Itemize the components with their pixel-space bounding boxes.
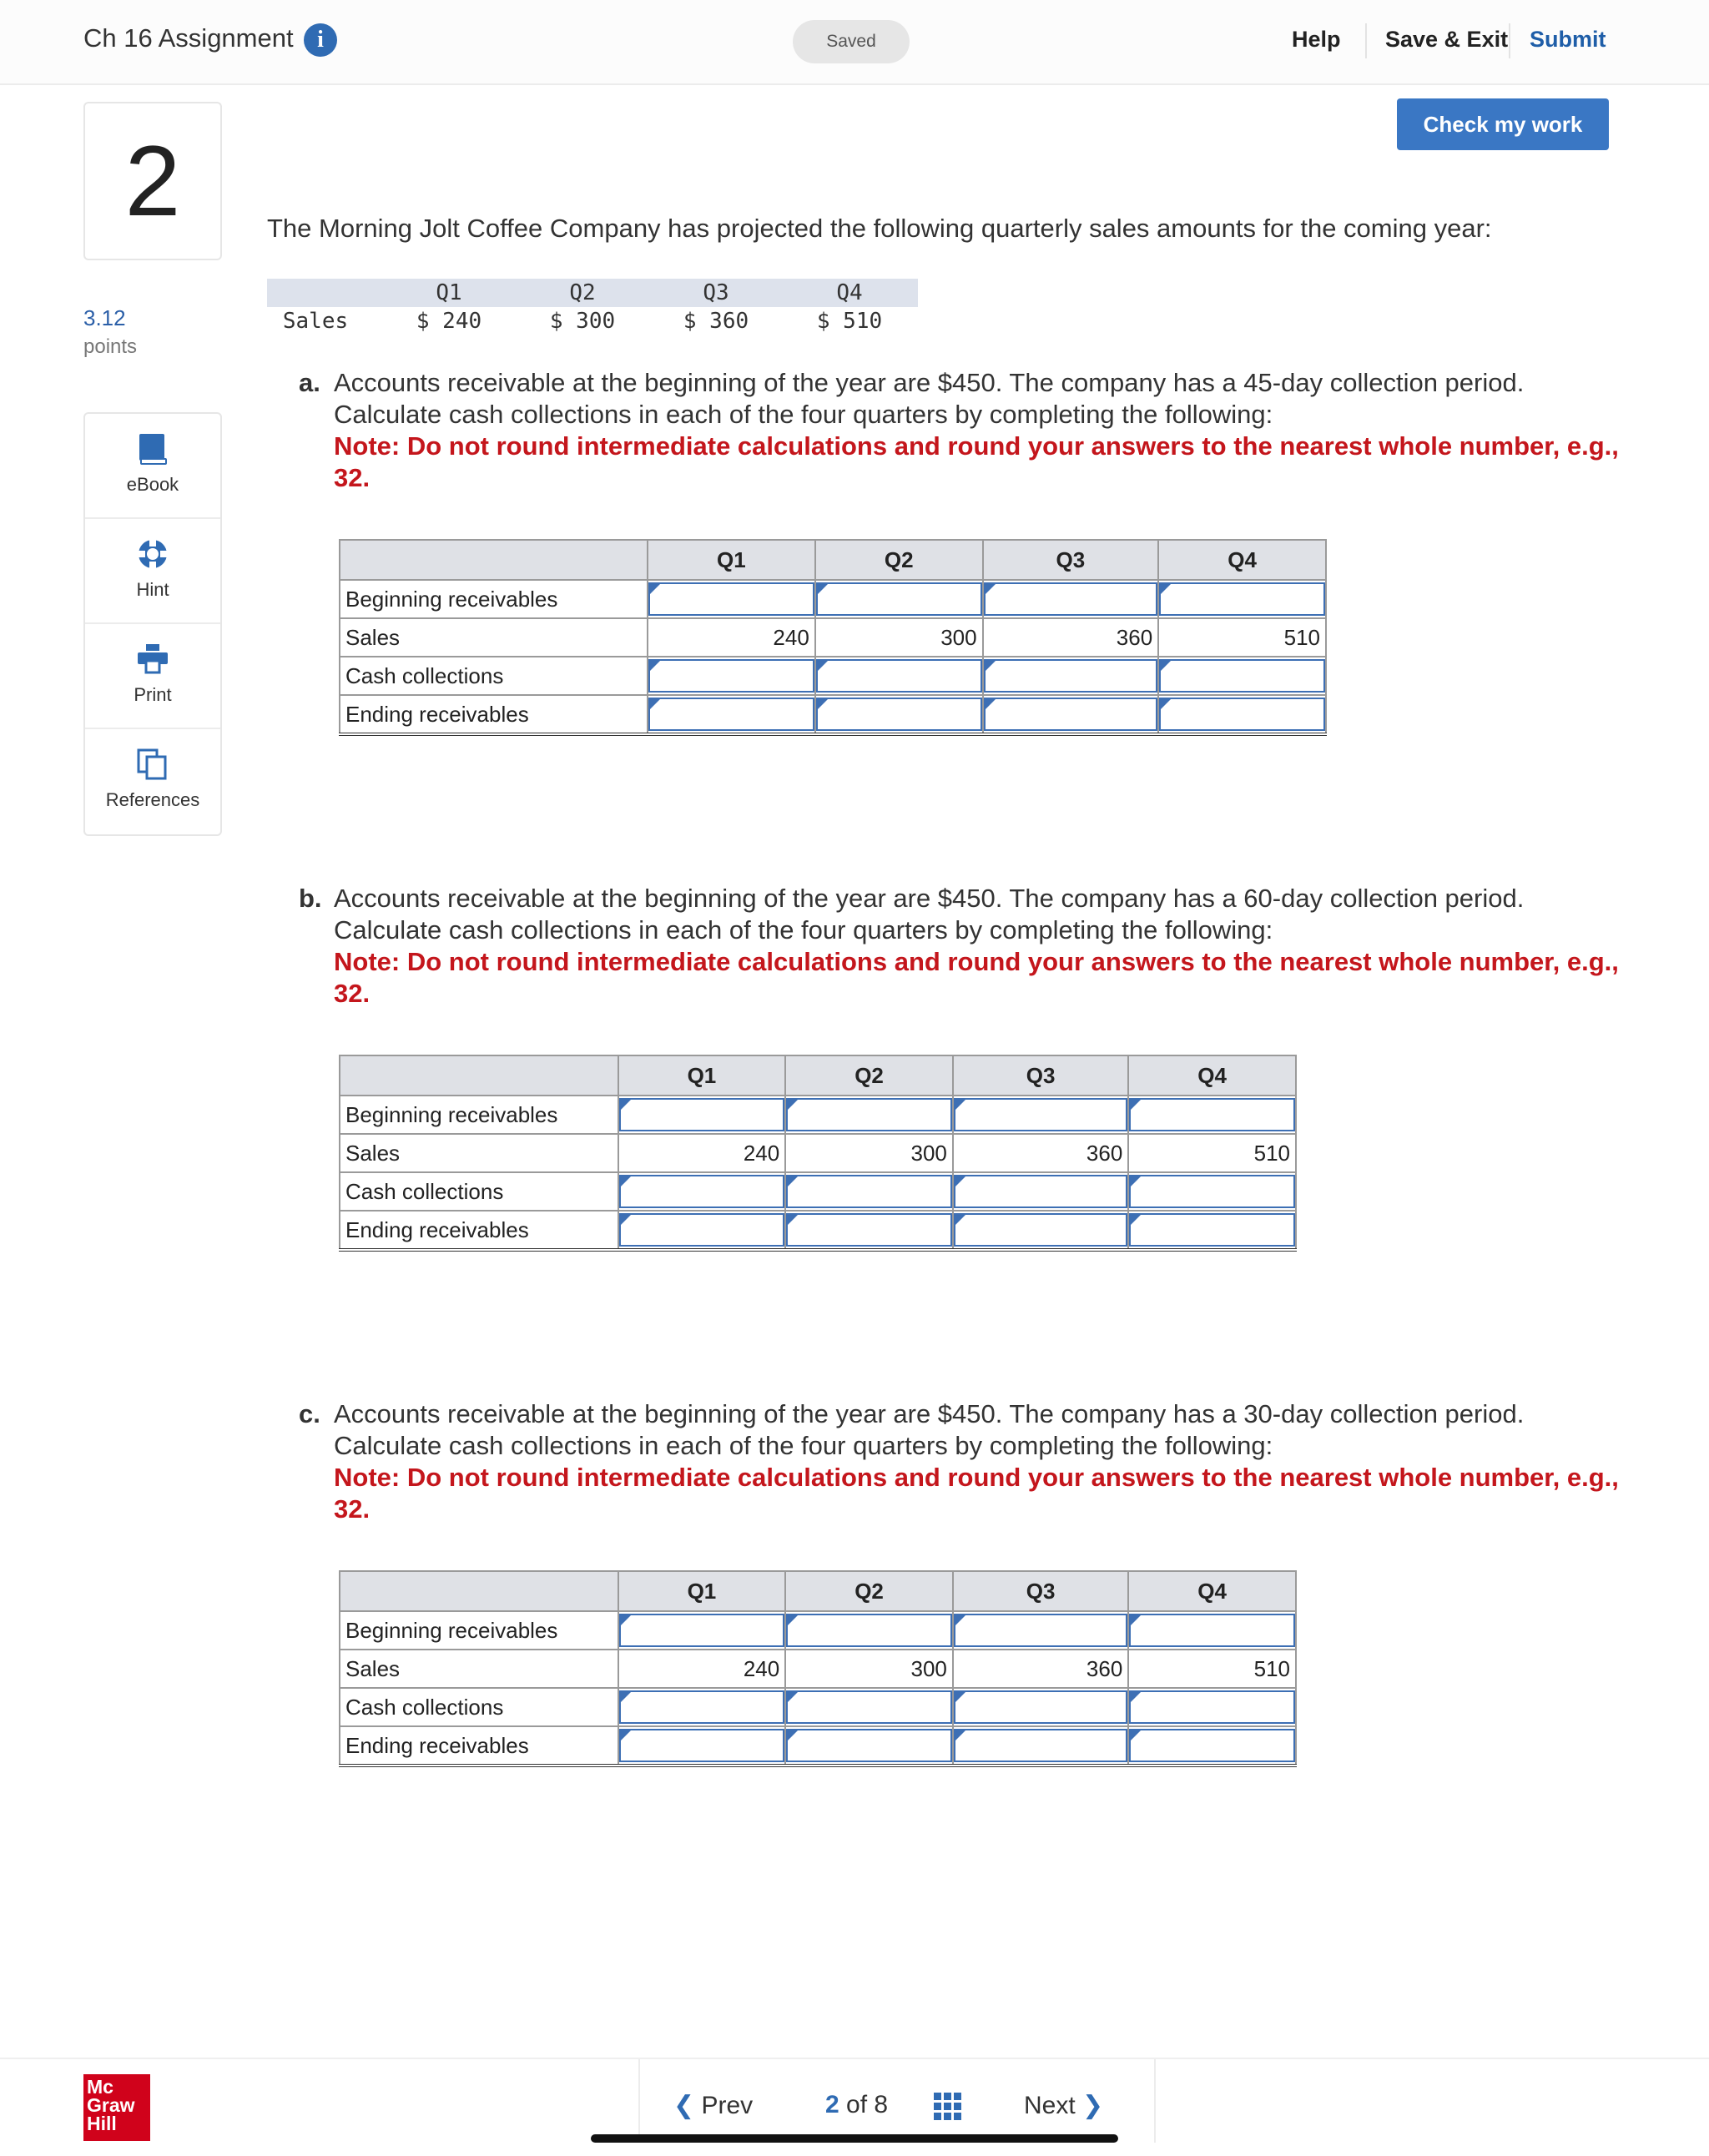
col-header-q4: Q4 (1128, 1055, 1296, 1096)
sales-q4: 510 (1128, 1650, 1296, 1688)
part-a (299, 367, 1634, 494)
ending-receivables-q4-input[interactable] (1128, 1726, 1296, 1766)
top-bar (0, 0, 1709, 85)
beginning-receivables-q1-input[interactable] (618, 1096, 786, 1134)
save-exit-link[interactable]: Save & Exit (1385, 27, 1509, 52)
help-link[interactable]: Help (1292, 27, 1341, 52)
sales-header-q4: Q4 (836, 280, 863, 305)
col-header-q1: Q1 (618, 1055, 786, 1096)
ending-receivables-q2-input[interactable] (785, 1726, 953, 1766)
col-header-q4: Q4 (1128, 1571, 1296, 1611)
beginning-receivables-q3-input[interactable] (983, 580, 1159, 618)
row-cash-collections (340, 657, 1326, 695)
row-cash-collections (340, 1172, 1296, 1211)
header-divider (1509, 23, 1510, 58)
row-label: Ending receivables (340, 695, 648, 734)
chevron-right-icon: ❯ (1082, 2092, 1104, 2119)
row-label: Cash collections (340, 657, 648, 695)
row-label: Sales (340, 618, 648, 657)
hint-label: Hint (136, 579, 169, 600)
beginning-receivables-q4-input[interactable] (1158, 580, 1326, 618)
sales-q4: 510 (1128, 1134, 1296, 1172)
question-intro: The Morning Jolt Coffee Company has projected the following quarterly sales amounts for the coming year: (267, 214, 1492, 243)
ebook-label: eBook (126, 474, 179, 495)
part-c-note: Note: Do not round intermediate calculations and round your answers to the nearest whole number, e.g., 32. (334, 1463, 1619, 1524)
part-c-instructions: Accounts receivable at the beginning of the year are $450. The company has a 30-day collection period. Calculate cash collections in each of the four quarters by completing the following: (334, 1399, 1525, 1460)
row-ending-receivables (340, 1211, 1296, 1250)
sales-header-q2: Q2 (569, 280, 596, 305)
col-header-q2: Q2 (785, 1055, 953, 1096)
page-indicator[interactable] (825, 2091, 888, 2119)
row-sales (340, 1134, 1296, 1172)
cash-collections-q1-input[interactable] (648, 657, 815, 695)
part-a-instructions: Accounts receivable at the beginning of the year are $450. The company has a 45-day collection period. Calculate cash collections in each of the four quarters by completing the following: (334, 368, 1525, 429)
check-my-work-button[interactable]: Check my work (1397, 98, 1609, 150)
prev-button[interactable] (673, 2091, 753, 2120)
references-button[interactable] (85, 729, 220, 833)
table-corner (340, 1571, 618, 1611)
row-cash-collections (340, 1688, 1296, 1726)
row-label: Sales (340, 1650, 618, 1688)
beginning-receivables-q2-input[interactable] (785, 1096, 953, 1134)
book-icon (136, 432, 169, 466)
beginning-receivables-q2-input[interactable] (815, 580, 983, 618)
part-b-instructions: Accounts receivable at the beginning of the year are $450. The company has a 60-day collection period. Calculate cash collections in each of the four quarters by completing the following: (334, 884, 1525, 945)
logo-line-2: Graw (87, 2094, 135, 2116)
row-ending-receivables (340, 1726, 1296, 1766)
col-header-q2: Q2 (785, 1571, 953, 1611)
ending-receivables-q2-input[interactable] (785, 1211, 953, 1250)
beginning-receivables-q2-input[interactable] (785, 1611, 953, 1650)
saved-status-badge: Saved (793, 20, 910, 63)
total-pages: 8 (874, 2091, 889, 2118)
question-number: 2 (83, 102, 222, 260)
sales-projection-table (267, 279, 918, 337)
next-label: Next (1024, 2092, 1076, 2119)
ending-receivables-q4-input[interactable] (1158, 695, 1326, 734)
cash-collections-q4-input[interactable] (1158, 657, 1326, 695)
sales-value-q3: $ 360 (683, 309, 749, 334)
ending-receivables-q4-input[interactable] (1128, 1211, 1296, 1250)
col-header-q1: Q1 (648, 540, 815, 580)
row-beginning-receivables (340, 1096, 1296, 1134)
sales-q1: 240 (618, 1134, 786, 1172)
chevron-left-icon: ❮ (673, 2092, 695, 2119)
cash-collections-q2-input[interactable] (785, 1688, 953, 1726)
ebook-button[interactable] (85, 414, 220, 519)
ending-receivables-q1-input[interactable] (618, 1726, 786, 1766)
ending-receivables-q3-input[interactable] (983, 695, 1159, 734)
row-label: Cash collections (340, 1688, 618, 1726)
col-header-q3: Q3 (953, 1055, 1128, 1096)
sales-value-q2: $ 300 (549, 309, 616, 334)
sales-value-q1: $ 240 (416, 309, 482, 334)
cash-collections-q1-input[interactable] (618, 1688, 786, 1726)
points-value: 3.12 (83, 305, 126, 330)
beginning-receivables-q4-input[interactable] (1128, 1096, 1296, 1134)
row-label: Beginning receivables (340, 1611, 618, 1650)
print-button[interactable] (85, 624, 220, 729)
row-beginning-receivables (340, 1611, 1296, 1650)
grid-icon[interactable] (934, 2093, 962, 2121)
sales-q1: 240 (618, 1650, 786, 1688)
sales-header-q3: Q3 (703, 280, 729, 305)
logo-line-3: Hill (87, 2113, 117, 2134)
col-header-q1: Q1 (618, 1571, 786, 1611)
sales-q3: 360 (953, 1134, 1128, 1172)
sales-q4: 510 (1158, 618, 1326, 657)
beginning-receivables-q1-input[interactable] (648, 580, 815, 618)
references-label: References (105, 789, 200, 810)
ending-receivables-q2-input[interactable] (815, 695, 983, 734)
row-label: Sales (340, 1134, 618, 1172)
cash-collections-q2-input[interactable] (815, 657, 983, 695)
ending-receivables-q1-input[interactable] (618, 1211, 786, 1250)
part-c-table (339, 1570, 1297, 1767)
beginning-receivables-q1-input[interactable] (618, 1611, 786, 1650)
ending-receivables-q3-input[interactable] (953, 1211, 1128, 1250)
print-label: Print (134, 684, 172, 705)
col-header-q2: Q2 (815, 540, 983, 580)
row-ending-receivables (340, 695, 1326, 734)
beginning-receivables-q3-input[interactable] (953, 1611, 1128, 1650)
mcgraw-hill-logo (83, 2074, 150, 2141)
sales-value-q4: $ 510 (816, 309, 883, 334)
col-header-q3: Q3 (983, 540, 1159, 580)
sales-header-q1: Q1 (436, 280, 462, 305)
header-divider (1365, 23, 1367, 58)
part-a-table (339, 539, 1327, 736)
ending-receivables-q3-input[interactable] (953, 1726, 1128, 1766)
sales-q1: 240 (648, 618, 815, 657)
row-label: Ending receivables (340, 1211, 618, 1250)
beginning-receivables-q3-input[interactable] (953, 1096, 1128, 1134)
row-label: Beginning receivables (340, 1096, 618, 1134)
tools-panel (83, 412, 222, 836)
row-sales (340, 1650, 1296, 1688)
cash-collections-q1-input[interactable] (618, 1172, 786, 1211)
cash-collections-q3-input[interactable] (983, 657, 1159, 695)
part-c (299, 1398, 1634, 1525)
part-b-letter: b. (299, 884, 322, 913)
part-c-letter: c. (299, 1399, 320, 1428)
cash-collections-q3-input[interactable] (953, 1688, 1128, 1726)
row-label: Cash collections (340, 1172, 618, 1211)
info-icon[interactable]: i (304, 23, 337, 57)
next-button[interactable] (1024, 2091, 1103, 2120)
sales-q3: 360 (983, 618, 1159, 657)
cash-collections-q2-input[interactable] (785, 1172, 953, 1211)
sales-table-header (267, 279, 918, 307)
sales-q2: 300 (815, 618, 983, 657)
row-beginning-receivables (340, 580, 1326, 618)
printer-icon (136, 642, 169, 676)
of-label: of (846, 2091, 868, 2118)
row-label: Ending receivables (340, 1726, 618, 1766)
col-header-q4: Q4 (1158, 540, 1326, 580)
table-corner (340, 1055, 618, 1096)
logo-line-1: Mc (87, 2076, 113, 2098)
sales-q3: 360 (953, 1650, 1128, 1688)
hint-button[interactable] (85, 519, 220, 624)
current-page: 2 (825, 2091, 839, 2118)
cash-collections-q4-input[interactable] (1128, 1688, 1296, 1726)
part-a-note: Note: Do not round intermediate calculations and round your answers to the nearest whole number, e.g., 32. (334, 431, 1619, 492)
part-a-letter: a. (299, 368, 320, 397)
submit-link[interactable]: Submit (1530, 27, 1606, 52)
prev-label: Prev (701, 2092, 754, 2119)
sales-q2: 300 (785, 1650, 953, 1688)
lifebuoy-icon (136, 537, 169, 571)
pagination (638, 2059, 1156, 2143)
points-label: points (83, 335, 138, 358)
part-b-table (339, 1055, 1297, 1252)
beginning-receivables-q4-input[interactable] (1128, 1611, 1296, 1650)
ending-receivables-q1-input[interactable] (648, 695, 815, 734)
sales-row-label: Sales (282, 309, 349, 334)
sales-q2: 300 (785, 1134, 953, 1172)
part-b (299, 883, 1634, 1010)
home-indicator-bar (591, 2134, 1118, 2143)
part-b-note: Note: Do not round intermediate calculations and round your answers to the nearest whole number, e.g., 32. (334, 947, 1619, 1008)
row-sales (340, 618, 1326, 657)
cash-collections-q3-input[interactable] (953, 1172, 1128, 1211)
row-label: Beginning receivables (340, 580, 648, 618)
col-header-q3: Q3 (953, 1571, 1128, 1611)
table-corner (340, 540, 648, 580)
copy-documents-icon (136, 748, 169, 781)
sales-table-row (267, 307, 918, 337)
cash-collections-q4-input[interactable] (1128, 1172, 1296, 1211)
assignment-title: Ch 16 Assignment (83, 23, 294, 53)
